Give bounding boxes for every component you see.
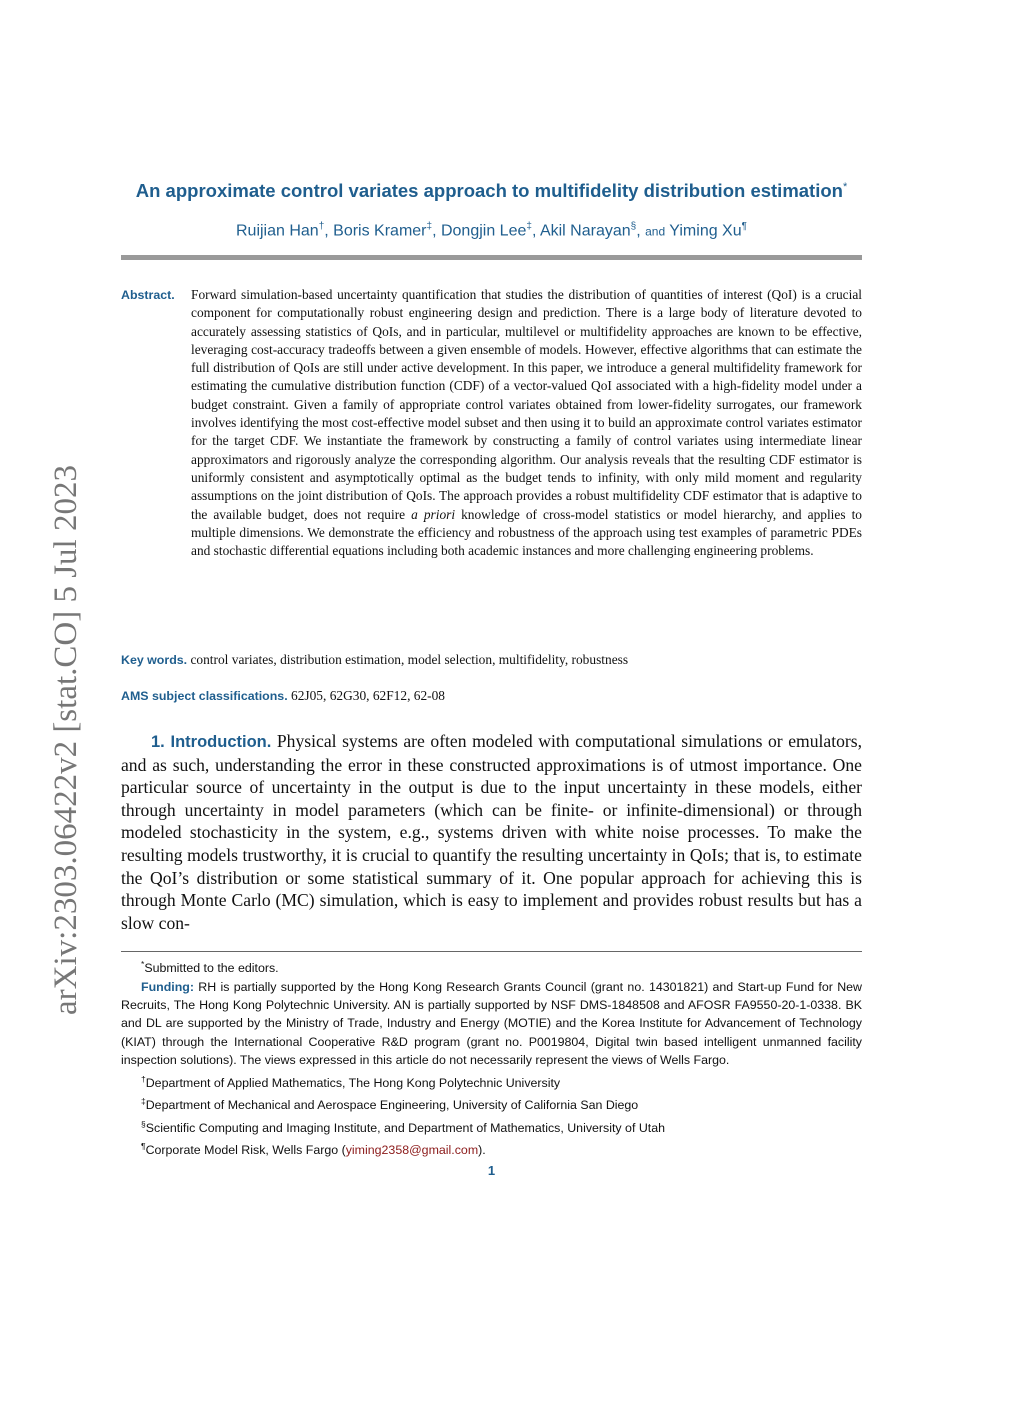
- author-mark: †: [318, 221, 325, 232]
- title-text: An approximate control variates approach to multifidelity distribution estimation: [135, 180, 843, 201]
- abstract-italic: a priori: [411, 506, 456, 522]
- author-name: Dongjin Lee: [440, 222, 527, 240]
- author-mark: ‡: [426, 221, 433, 232]
- footnote-mark: *: [141, 959, 145, 969]
- ams-text: 62J05, 62G30, 62F12, 62-08: [291, 688, 445, 703]
- keywords: [121, 652, 862, 668]
- abstract-text-part1: Forward simulation-based uncertainty quantification that studies the distribution of quantities of interest (QoI) is a crucial component for computationally robust engineering design and prediction. There is a large body of literature devoted to accurately assessing statistics of QoIs, and in particular, multilevel or multifidelity approaches are known to be effective, leveraging cost-accuracy tradeoffs between a given ensemble of models. However, effective algorithms that can estimate the full distribution of QoIs are still under active development. In this paper, we introduce a general multifidelity framework for estimating the cumulative distribution function (CDF) of a vector-valued QoI associated with a high-fidelity model under a budget constraint. Given a family of appropriate control variates obtained from lower-fidelity surrogates, our framework involves identifying the most cost-effective model subset and then using it to build an approximate control variates estimator for the target CDF. We instantiate the framework by constructing a family of control variates using intermediate linear approximators and rigorously analyze the corresponding algorithm. Our analysis reveals that the resulting CDF estimator is uniformly consistent and asymptotically optimal as the budget tends to infinity, with only mild moment and regularity assumptions on the joint distribution of QoIs. The approach provides a robust multifidelity CDF estimator that is adaptive to the available budget, does not require: [191, 287, 862, 522]
- footnote-divider: [121, 951, 862, 952]
- footnote-affiliation: [121, 1070, 862, 1093]
- footnote-suffix: ).: [478, 1143, 486, 1158]
- author-name: Akil Narayan: [539, 222, 631, 240]
- author-name: Yiming Xu: [669, 222, 742, 240]
- page-number: 1: [487, 1163, 496, 1178]
- footnote-affiliation: [121, 1115, 862, 1138]
- footnote-text: Corporate Model Risk, Wells Fargo (: [145, 1143, 346, 1158]
- paper-title: [121, 180, 862, 202]
- footnote-text: Scientific Computing and Imaging Institute, and Department of Mathematics, University of Utah: [145, 1120, 666, 1135]
- footnote-corporate: [121, 1137, 862, 1160]
- funding-text: RH is partially supported by the Hong Kong Research Grants Council (grant no. 14301821) and Start-up Fund for New Recruits, The Hong Kong Polytechnic University. AN is partially supported by NSF DMS-1848508 and AFOSR FA9550-20-1-0338. BK and DL are supported by the Ministry of Trade, Industry and Energy (MOTIE) and the Korea Institute for Advancement of Technology (KIAT) through the International Cooperative R&D program (grant no. P0019804, Digital twin based intelligent unmanned facility inspection solutions). The views expressed in this article do not necessarily represent the views of Wells Fargo.: [121, 979, 862, 1068]
- footnote-text: Department of Mechanical and Aerospace Engineering, University of California San Diego: [145, 1098, 639, 1113]
- footnote-funding: [121, 978, 862, 1070]
- introduction-text: Physical systems are often modeled with computational simulations or emulators, and as such, understanding the error in these constructed approximations is of utmost importance. One particular source of uncertainty in the output is due to the input uncertainty in these models, either through uncertainty in model parameters (which can be finite- or infinite-dimensional) or through modeled stochasticity in the system, e.g., systems driven with white noise processes. To make the resulting models trustworthy, it is crucial to quantify the resulting uncertainty in QoIs; that is, to estimate the QoI’s distribution or some statistical summary of it. One popular approach for achieving this is through Monte Carlo (MC) simulation, which is easy to implement and provides robust results but has a slow con-: [121, 731, 862, 933]
- author-list: Ruijian Han†, Boris Kramer‡, Dongjin Lee‡, Akil Narayan§, and Yiming Xu¶: [235, 221, 747, 240]
- introduction-section: [121, 730, 862, 934]
- title-divider: [121, 255, 862, 260]
- abstract: [121, 286, 862, 560]
- keywords-text: control variates, distribution estimation, model selection, multifidelity, robustness: [190, 652, 629, 667]
- footnote-mark: ‡: [141, 1096, 146, 1107]
- funding-label: Funding:: [141, 979, 194, 994]
- title-footnote-mark: *: [842, 180, 848, 193]
- keywords-label: Key words.: [121, 653, 188, 667]
- footnote-submitted: [121, 955, 862, 978]
- ams-classifications: [121, 688, 862, 704]
- email-link[interactable]: yiming2358@gmail.com: [345, 1143, 479, 1158]
- section-heading: 1. Introduction.: [151, 733, 272, 751]
- footnote-mark: ¶: [141, 1141, 146, 1152]
- abstract-label: Abstract.: [121, 288, 175, 302]
- arxiv-stamp: arXiv:2303.06422v2 [stat.CO] 5 Jul 2023: [48, 465, 84, 1015]
- ams-label: AMS subject classifications.: [121, 689, 288, 703]
- author-name: Boris Kramer: [333, 222, 427, 240]
- author-mark: §: [630, 221, 637, 232]
- author-mark: ¶: [741, 221, 747, 232]
- author-mark: ‡: [526, 221, 532, 232]
- abstract-text-part2: knowledge of cross-model statistics or model hierarchy, and applies to multiple dimensions. We demonstrate the efficiency and robustness of the approach using test examples of parametric PDEs and stochastic differential equations including both academic instances and more challenging engineering problems.: [191, 506, 862, 559]
- author-name: Ruijian Han: [235, 222, 319, 240]
- footnote-text: Submitted to the editors.: [144, 961, 279, 976]
- authors-and: and: [645, 224, 666, 239]
- footnotes: [121, 955, 862, 1160]
- footnote-text: Department of Applied Mathematics, The Hong Kong Polytechnic University: [145, 1075, 561, 1090]
- abstract-body: [191, 286, 862, 560]
- footnote-mark: †: [141, 1073, 146, 1084]
- footnote-mark: §: [141, 1118, 146, 1129]
- footnote-affiliation: [121, 1092, 862, 1115]
